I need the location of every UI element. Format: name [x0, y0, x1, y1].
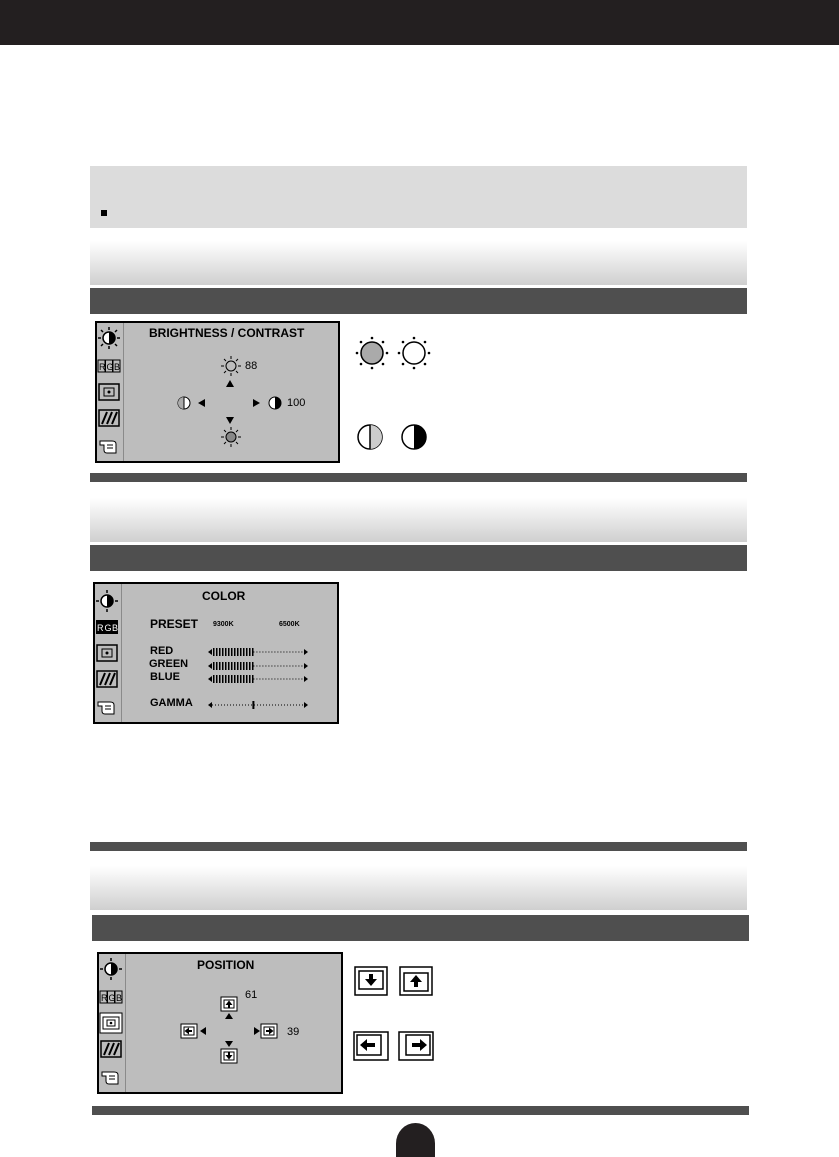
- arrow-left-icon[interactable]: [198, 399, 205, 407]
- preset-option-6500k[interactable]: 6500K: [279, 621, 300, 628]
- osd-position: [97, 952, 343, 1094]
- section-strip-brightness: [90, 288, 747, 314]
- svg-text:G: G: [108, 993, 116, 1003]
- osd-title: POSITION: [197, 958, 255, 972]
- setup-hand-icon[interactable]: [98, 435, 120, 457]
- section-header-position: [90, 866, 747, 910]
- blue-label: BLUE: [150, 671, 180, 683]
- red-label: RED: [150, 645, 174, 657]
- contrast-high-icon: [268, 396, 282, 410]
- note-box: [90, 166, 747, 228]
- position-down-icon: [220, 1048, 238, 1064]
- brightness-icon[interactable]: [100, 958, 122, 980]
- section-header-brightness: [90, 241, 747, 285]
- osd-color: [93, 582, 339, 724]
- blue-slider[interactable]: [208, 673, 308, 685]
- tracking-icon[interactable]: [98, 407, 120, 429]
- green-label: GREEN: [149, 658, 189, 670]
- svg-text:R: R: [101, 993, 108, 1003]
- rgb-icon[interactable]: [98, 355, 120, 377]
- osd-brightness-contrast: [95, 321, 340, 463]
- preset-option-9300k[interactable]: 9300K: [213, 621, 234, 628]
- osd-sidebar: [97, 323, 124, 461]
- page-number-badge: [396, 1123, 435, 1157]
- arrow-left-icon[interactable]: [200, 1027, 206, 1035]
- brightness-light-icon: [397, 336, 431, 370]
- preset-label: PRESET: [150, 617, 199, 631]
- svg-text:R: R: [97, 623, 104, 633]
- section-header-color: [90, 498, 747, 542]
- contrast-low-large-icon: [356, 423, 384, 451]
- move-left-large-icon: [353, 1031, 389, 1061]
- osd-title: BRIGHTNESS / CONTRAST: [149, 326, 305, 340]
- position-right-icon: [260, 1023, 278, 1039]
- position-left-icon: [180, 1023, 198, 1039]
- osd-sidebar: [95, 584, 122, 722]
- setup-hand-icon[interactable]: [96, 696, 118, 718]
- rgb-icon[interactable]: [100, 986, 122, 1008]
- move-down-large-icon: [354, 966, 388, 996]
- arrow-down-icon[interactable]: [225, 1041, 233, 1047]
- section-strip-color: [90, 545, 747, 571]
- arrow-up-icon[interactable]: [225, 1013, 233, 1019]
- rgb-icon[interactable]: [96, 616, 118, 638]
- header-bar: [0, 0, 839, 45]
- horizontal-value: 39: [287, 1026, 300, 1038]
- position-icon[interactable]: [100, 1012, 122, 1034]
- svg-text:G: G: [106, 362, 114, 372]
- note-bullet: [101, 210, 107, 216]
- section-rule: [92, 1106, 749, 1115]
- tracking-icon[interactable]: [96, 668, 118, 690]
- contrast-high-large-icon: [400, 423, 428, 451]
- arrow-up-icon[interactable]: [226, 380, 234, 387]
- brightness-icon[interactable]: [98, 327, 120, 349]
- osd-title: COLOR: [202, 589, 246, 603]
- svg-text:B: B: [114, 362, 121, 372]
- section-strip-position: [92, 915, 749, 941]
- section-rule: [90, 473, 747, 482]
- arrow-right-icon[interactable]: [253, 399, 260, 407]
- vertical-value: 61: [245, 989, 258, 1001]
- setup-hand-icon[interactable]: [100, 1066, 122, 1088]
- red-slider[interactable]: [208, 646, 308, 658]
- move-right-large-icon: [398, 1031, 434, 1061]
- contrast-value: 100: [287, 397, 306, 409]
- sun-dark-icon: [221, 427, 241, 447]
- green-slider[interactable]: [208, 660, 308, 672]
- osd-sidebar: [99, 954, 126, 1092]
- tracking-icon[interactable]: [100, 1038, 122, 1060]
- section-rule: [90, 842, 747, 851]
- svg-text:B: B: [112, 623, 119, 633]
- svg-text:R: R: [99, 362, 106, 372]
- svg-text:B: B: [116, 993, 123, 1003]
- brightness-value: 88: [245, 360, 258, 372]
- position-icon[interactable]: [96, 642, 118, 664]
- svg-text:G: G: [104, 623, 112, 633]
- gamma-label: GAMMA: [150, 697, 193, 709]
- contrast-low-icon: [177, 396, 191, 410]
- brightness-dark-icon: [355, 336, 389, 370]
- position-icon[interactable]: [98, 381, 120, 403]
- arrow-down-icon[interactable]: [226, 417, 234, 424]
- move-up-large-icon: [399, 966, 433, 996]
- sun-icon: [221, 356, 241, 376]
- gamma-slider[interactable]: [208, 699, 308, 711]
- brightness-icon[interactable]: [96, 590, 118, 612]
- position-up-icon: [220, 996, 238, 1012]
